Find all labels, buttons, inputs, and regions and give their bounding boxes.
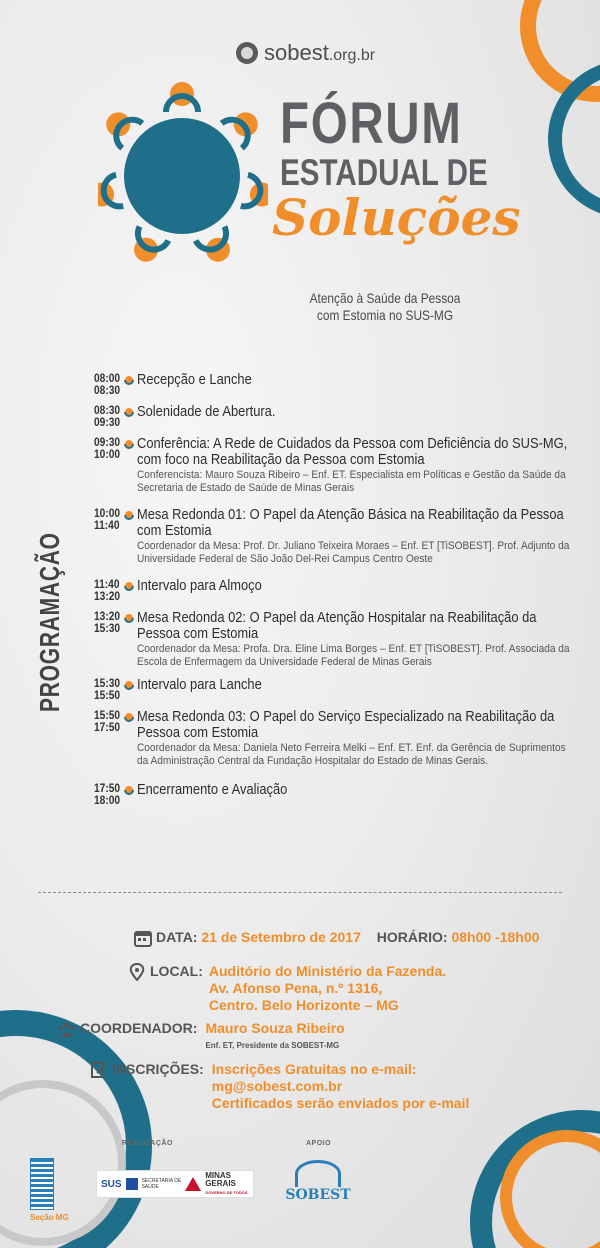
title-line-3: Soluções [272, 188, 521, 247]
date-value: 21 de Setembro de 2017 [201, 929, 361, 945]
coordinator-role: Enf. ET, Presidente da SOBEST-MG [205, 1041, 340, 1050]
item-title: Mesa Redonda 01: O Papel da Atenção Básica na Reabilitação da Pessoa com Estomia [137, 506, 564, 539]
sus-minas-logo [96, 1170, 254, 1198]
item-times [94, 709, 120, 768]
item-description: Coordenador da Mesa: Daniela Neto Ferreira Melki – Enf. ET. Enf. da Gerência de Suprimentos da Administração Central da Fundação Hospitalar do Estado de Minas Gerais. [137, 742, 566, 767]
start-time: 08:00 [94, 371, 121, 385]
schedule-item [94, 372, 574, 396]
bullet-person-icon [124, 511, 134, 521]
subtitle [287, 290, 483, 324]
item-times [94, 372, 120, 396]
round-table-logo [98, 82, 268, 272]
bullet-person-icon [124, 713, 134, 723]
item-description: Coordenador da Mesa: Profa. Dra. Eline Lima Borges – Enf. ET [TiSOBEST]. Prof. Associada da Escola de Enfermagem da Universidade Federal de Minas Gerais [137, 643, 570, 668]
item-title: Mesa Redonda 02: O Papel da Atenção Hospitalar na Reabilitação da Pessoa com Estomia [137, 609, 537, 642]
edit-document-icon [90, 1061, 108, 1079]
sobest-site-logo [236, 40, 375, 66]
date-row [134, 929, 539, 947]
local-line-3: Centro. Belo Horizonte – MG [208, 997, 399, 1013]
start-time: 17:50 [94, 781, 121, 795]
end-time: 11:40 [94, 518, 120, 532]
item-title: Recepção e Lanche [137, 371, 252, 388]
bullet-person-icon [124, 408, 134, 418]
item-times [94, 404, 120, 428]
time-label: HORÁRIO: [376, 929, 448, 945]
section-label-programacao: PROGRAMAÇÃO [34, 532, 65, 712]
item-times [94, 436, 120, 495]
local-label: LOCAL: [150, 963, 203, 979]
registration-line-3: Certificados serão enviados por e-mail [211, 1095, 470, 1111]
local-line-2: Av. Afonso Pena, n.º 1316, [208, 980, 383, 996]
coordinator-name: Mauro Souza Ribeiro [205, 1020, 345, 1036]
end-time: 09:30 [94, 415, 121, 429]
registration-row [90, 1061, 469, 1112]
schedule-item [94, 677, 574, 701]
apoio-label: APOIO [306, 1140, 332, 1147]
end-time: 08:30 [94, 383, 121, 397]
start-time: 08:30 [94, 403, 121, 417]
item-times [94, 507, 120, 566]
end-time: 18:00 [94, 793, 121, 807]
schedule-item [94, 709, 574, 768]
site-name: sobest [264, 40, 329, 65]
registration-label: INSCRIÇÕES: [112, 1061, 204, 1077]
title-line-2: ESTADUAL DE [280, 152, 488, 193]
minas-tagline: GOVERNO DE TODOS [205, 1189, 248, 1195]
registration-email: mg@sobest.com.br [211, 1078, 343, 1094]
schedule-item [94, 404, 574, 428]
bullet-person-icon [124, 440, 134, 450]
start-time: 13:20 [94, 609, 121, 623]
item-times [94, 677, 120, 701]
schedule-item [94, 436, 574, 495]
minas-line-1: MINAS [205, 1170, 231, 1180]
end-time: 13:20 [94, 589, 121, 603]
item-times [94, 578, 120, 602]
schedule-item [94, 782, 574, 806]
item-title: Encerramento e Avaliação [137, 781, 288, 798]
minas-line-2: GERAIS [205, 1178, 236, 1188]
realizacao-label: REALIZAÇÃO [122, 1140, 173, 1147]
dashed-divider [38, 892, 562, 893]
secretaria-line-2: SAÚDE [141, 1184, 159, 1190]
schedule-item [94, 507, 574, 566]
forum-title [272, 91, 540, 247]
bullet-person-icon [124, 582, 134, 592]
subtitle-line-1: Atenção à Saúde da Pessoa [309, 290, 461, 306]
item-title: Mesa Redonda 03: O Papel do Serviço Especializado na Reabilitação da Pessoa com Estomia [137, 708, 555, 741]
globe-icon [236, 42, 258, 64]
start-time: 15:50 [94, 708, 121, 722]
schedule-list [94, 372, 574, 814]
sus-label: SUS [101, 1178, 122, 1190]
local-row [128, 963, 446, 1014]
bullet-person-icon [124, 614, 134, 624]
item-description: Coordenador da Mesa: Prof. Dr. Juliano Teixeira Moraes – Enf. ET [TiSOBEST]. Prof. Adjunto da Universidade Federal de São João Del-Rei Campus Centro Oeste [137, 540, 570, 565]
title-line-1: FÓRUM [280, 91, 463, 156]
registration-line-1: Inscrições Gratuitas no e-mail: [211, 1061, 417, 1077]
minas-triangle-icon [185, 1177, 201, 1191]
sus-cross-icon [126, 1178, 138, 1190]
item-times [94, 782, 120, 806]
group-icon [58, 1020, 76, 1038]
item-title: Conferência: A Rede de Cuidados da Pessoa com Deficiência do SUS-MG, com foco na Reabilitação da Pessoa com Estomia [137, 435, 568, 468]
end-time: 15:30 [94, 621, 121, 635]
item-description: Conferencista: Mauro Souza Ribeiro – Enf. ET. Especialista em Políticas e Gestão da Saúde da Secretaria de Estado de Saúde de Minas Gerais [137, 469, 566, 494]
time-value: 08h00 -18h00 [451, 929, 540, 945]
item-title: Intervalo para Almoço [137, 577, 262, 594]
item-title: Solenidade de Abertura. [137, 403, 276, 420]
schedule-item [94, 610, 574, 669]
coordinator-label: COORDENADOR: [80, 1020, 198, 1036]
calendar-icon [134, 929, 152, 947]
end-time: 15:50 [94, 688, 121, 702]
start-time: 11:40 [94, 577, 120, 591]
secretaria-line-1: SECRETARIA DE [141, 1178, 182, 1184]
bullet-person-icon [124, 376, 134, 386]
date-label: DATA: [156, 929, 198, 945]
item-title: Intervalo para Lanche [137, 676, 262, 693]
local-line-1: Auditório do Ministério da Fazenda. [208, 963, 447, 979]
start-time: 09:30 [94, 435, 121, 449]
sobest-emblem-icon [295, 1160, 341, 1187]
bullet-person-icon [124, 681, 134, 691]
location-pin-icon [128, 963, 146, 981]
end-time: 17:50 [94, 720, 121, 734]
subtitle-line-2: com Estomia no SUS-MG [316, 307, 454, 323]
sobest-footer-logo [282, 1160, 354, 1210]
bullet-person-icon [124, 786, 134, 796]
coordinator-row [58, 1020, 345, 1054]
secao-mg-label: Seção MG [30, 1213, 69, 1222]
end-time: 10:00 [94, 447, 121, 461]
site-tld: .org.br [328, 47, 376, 64]
start-time: 10:00 [94, 506, 121, 520]
sobest-footer-label: SOBEST [285, 1187, 351, 1203]
item-times [94, 610, 120, 669]
schedule-item [94, 578, 574, 602]
sobest-mg-logo [30, 1158, 70, 1228]
start-time: 15:30 [94, 676, 121, 690]
